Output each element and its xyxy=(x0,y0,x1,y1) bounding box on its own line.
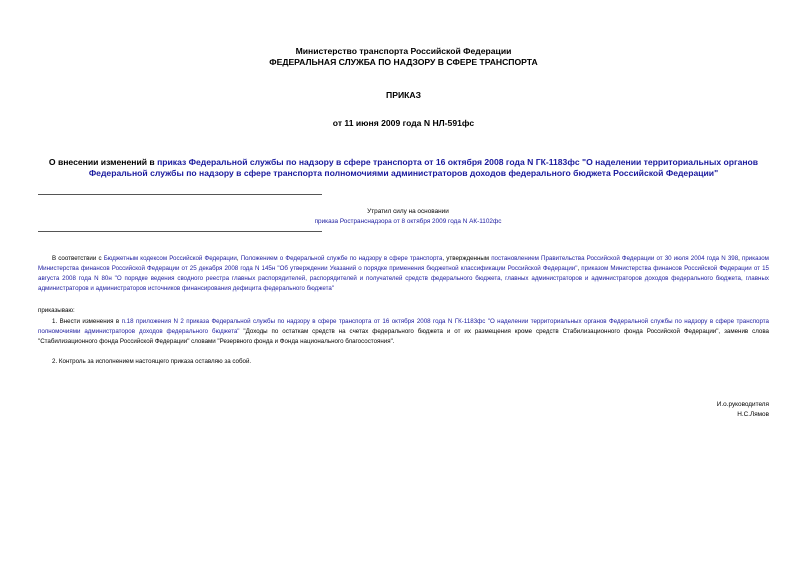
order-word: приказываю: xyxy=(38,307,75,314)
item-1-text: 1. Внести изменения в xyxy=(52,318,122,325)
preamble-text: , xyxy=(236,255,241,262)
preamble-text: В соответствии с xyxy=(52,255,104,262)
government-decree-link[interactable]: постановлением Правительства Российской Федерации от 30 июля 2004 года N 398 xyxy=(491,255,739,262)
repeal-order-link[interactable]: приказа Ространснадзора от 8 октября 2009 года N АК-1102фс xyxy=(314,218,502,225)
preamble-text: , утвержденным xyxy=(442,255,492,262)
preamble-paragraph xyxy=(38,254,769,294)
status-note-text: Утратил силу на основании xyxy=(367,208,449,215)
preamble-text: , xyxy=(738,255,743,262)
top-divider xyxy=(38,194,322,195)
minfin-order-80n-link[interactable]: приказом Министерства финансов Российской Федерации от 15 августа 2008 года N 80н "О порядке ведения сводного реестра главных распорядителей, распорядителей и получателей средств федерального бюджета, главных администраторов и администраторов доходов федерального бюджета, главных администраторов и администраторов источников финансирования дефицита федерального бюджета" xyxy=(38,265,769,292)
ministry-name: Министерство транспорта Российской Федерации xyxy=(295,46,512,56)
title-amended-order-link[interactable]: приказ Федеральной службы по надзору в сфере транспорта от 16 октября 2008 года N ГК-1183фс "О наделении территориальных органов Федеральной службы по надзору в сфере транспорта полномочиями администраторов доходов федерального бюджета Российской Федерации" xyxy=(88,157,759,178)
signatory-position: И.о.руководителя xyxy=(716,401,769,408)
item-1-amended-clause-link[interactable]: п.18 приложения N 2 приказа Федеральной службы по надзору в сфере транспорта от 16 октября 2008 года N ГК-1183фс "О наделении территориальных органов Федеральной службы по надзору в сфере транспорта полномочиями администраторов доходов федерального бюджета" xyxy=(38,318,770,335)
item-1-paragraph xyxy=(38,317,769,347)
preamble-text: , xyxy=(577,265,582,272)
signatory-name: Н.С.Лямов xyxy=(737,411,769,418)
service-name: ФЕДЕРАЛЬНАЯ СЛУЖБА ПО НАДЗОРУ В СФЕРЕ ТРАНСПОРТА xyxy=(269,57,538,67)
document-date-number: от 11 июня 2009 года N НЛ-591фс xyxy=(332,118,475,128)
item-2-paragraph: 2. Контроль за исполнением настоящего приказа оставляю за собой. xyxy=(52,358,252,365)
title-prefix: О внесении изменений в xyxy=(48,157,158,167)
bottom-divider xyxy=(38,231,322,232)
budget-code-link[interactable]: Бюджетным кодексом Российской Федерации xyxy=(103,255,237,262)
document-title xyxy=(30,157,777,179)
item-1-text: "Доходы по остаткам средств на счетах федерального бюджета и от их размещения кроме средств Стабилизационного фонда Российской Федерации", заменив слова "Стабилизационного фонда Российской Федерации" словами "Резервного фонда и Фонда национального благосостояния". xyxy=(38,328,770,345)
minfin-order-145n-link[interactable]: приказом Министерства финансов Российской Федерации от 25 декабря 2008 года N 145н "Об утверждении Указаний о порядке применения бюджетной классификации Российской Федерации" xyxy=(38,255,769,272)
service-regulation-link[interactable]: Положением о Федеральной службе по надзору в сфере транспорта xyxy=(240,255,443,262)
document-type: ПРИКАЗ xyxy=(386,90,421,100)
